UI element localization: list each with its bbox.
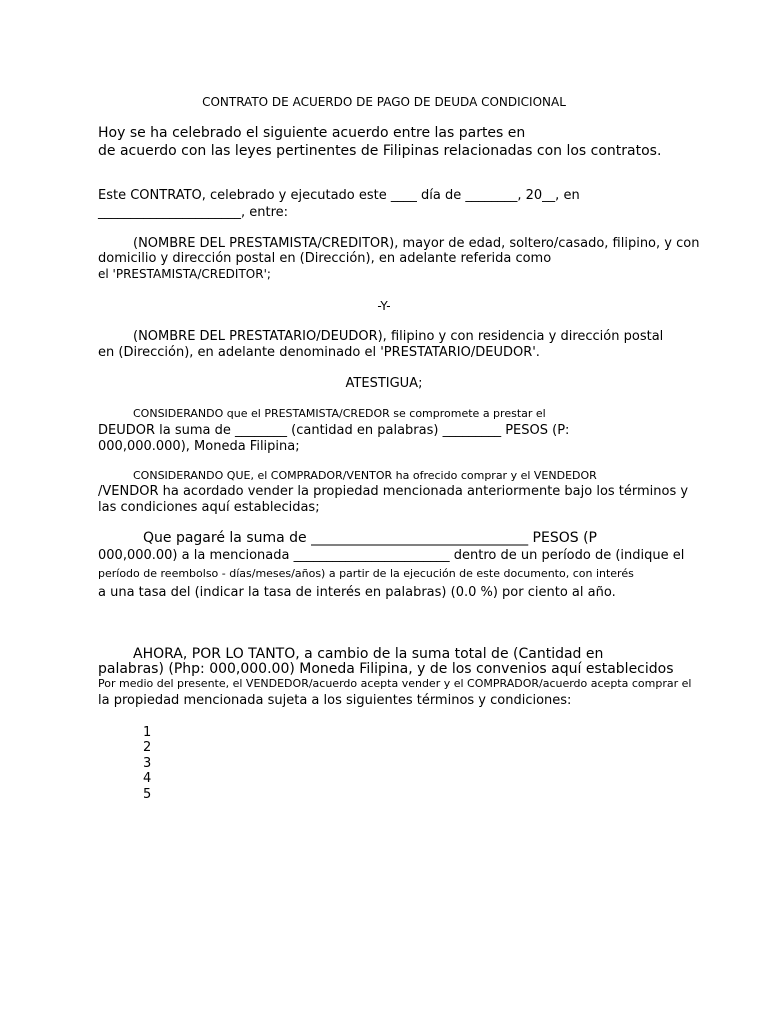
numbered-item-1: 1 bbox=[143, 725, 152, 740]
separator: -Y- bbox=[377, 299, 391, 313]
intro-line-1: Hoy se ha celebrado el siguiente acuerdo entre las partes en bbox=[98, 125, 526, 141]
intro-line-2: de acuerdo con las leyes pertinentes de Filipinas relacionadas con los contratos. bbox=[98, 143, 662, 159]
now-therefore-line-4: la propiedad mencionada sujeta a los siguientes términos y condiciones: bbox=[98, 693, 572, 708]
now-therefore-line-3: Por medio del presente, el VENDEDOR/acuerdo acepta vender y el COMPRADOR/acuerdo acepta comprar el bbox=[98, 677, 692, 690]
considering-1-line-3: 000,000.000), Moneda Filipina; bbox=[98, 439, 300, 454]
numbered-item-5: 5 bbox=[143, 787, 152, 802]
creditor-line-1: (NOMBRE DEL PRESTAMISTA/CREDITOR), mayor de edad, soltero/casado, filipino, y con bbox=[133, 236, 700, 251]
considering-1-line-2: DEUDOR la suma de ________ (cantidad en palabras) _________ PESOS (P: bbox=[98, 423, 570, 438]
promise-line-1: Que pagaré la suma de _______________________________ PESOS (P bbox=[143, 530, 597, 546]
promise-line-2: 000,000.00) a la mencionada ________________________ dentro de un período de (indique el bbox=[98, 548, 685, 563]
numbered-item-3: 3 bbox=[143, 756, 152, 771]
promise-line-4: a una tasa del (indicar la tasa de interés en palabras) (0.0 %) por ciento al año. bbox=[98, 585, 616, 600]
creditor-line-3: el 'PRESTAMISTA/CREDITOR'; bbox=[98, 267, 271, 281]
considering-2-line-3: las condiciones aquí establecidas; bbox=[98, 500, 320, 515]
creditor-line-2: domicilio y dirección postal en (Dirección), en adelante referida como bbox=[98, 251, 552, 266]
considering-2-line-2: /VENDOR ha acordado vender la propiedad mencionada anteriormente bajo los términos y bbox=[98, 484, 689, 499]
contract-date-line-2: ______________________, entre: bbox=[98, 205, 289, 220]
contract-date-line-1: Este CONTRATO, celebrado y ejecutado este ____ día de ________, 20__, en bbox=[98, 188, 580, 203]
numbered-item-2: 2 bbox=[143, 740, 152, 755]
document-title: CONTRATO DE ACUERDO DE PAGO DE DEUDA CONDICIONAL bbox=[202, 95, 566, 109]
considering-2-line-1: CONSIDERANDO QUE, el COMPRADOR/VENTOR ha ofrecido comprar y el VENDEDOR bbox=[133, 469, 597, 482]
witnesseth-heading: ATESTIGUA; bbox=[345, 376, 423, 391]
debtor-line-1: (NOMBRE DEL PRESTATARIO/DEUDOR), filipino y con residencia y dirección postal bbox=[133, 329, 664, 344]
debtor-line-2: en (Dirección), en adelante denominado el 'PRESTATARIO/DEUDOR'. bbox=[98, 345, 540, 360]
numbered-item-4: 4 bbox=[143, 771, 152, 786]
considering-1-line-1: CONSIDERANDO que el PRESTAMISTA/CREDOR se compromete a prestar el bbox=[133, 407, 546, 420]
now-therefore-line-1: AHORA, POR LO TANTO, a cambio de la suma total de (Cantidad en bbox=[133, 646, 604, 662]
now-therefore-line-2: palabras) (Php: 000,000.00) Moneda Filipina, y de los convenios aquí establecidos bbox=[98, 661, 674, 677]
promise-line-3: período de reembolso - días/meses/años) a partir de la ejecución de este documento, con interés bbox=[98, 567, 634, 580]
